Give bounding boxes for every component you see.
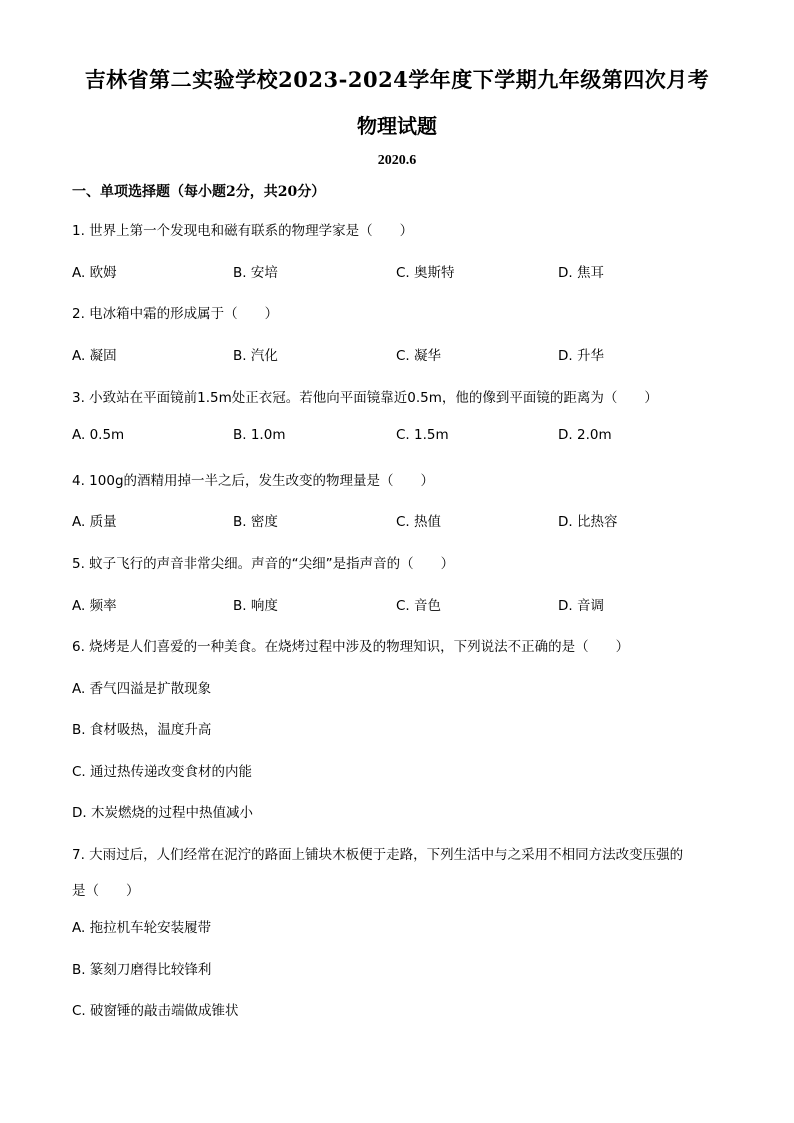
option-b: B. 密度 xyxy=(233,514,278,530)
option-a: A. 质量 xyxy=(72,514,117,530)
option-d: D. 比热容 xyxy=(558,514,618,530)
option-a: A. 凝固 xyxy=(72,348,117,364)
option-d: D. 焦耳 xyxy=(558,265,604,281)
question-stem-continued: 是（ ） xyxy=(72,883,140,899)
question-stem: 7. 大雨过后，人们经常在泥泞的路面上铺块木板便于走路，下列生活中与之采用不相同方法改变压强的 xyxy=(72,847,684,863)
question-stem: 6. 烧烤是人们喜爱的一种美食。在烧烤过程中涉及的物理知识，下列说法不正确的是（ ） xyxy=(72,639,630,655)
option-b: B. 1.0m xyxy=(233,427,286,443)
option-d: D. 2.0m xyxy=(558,427,612,443)
option-c: C. 凝华 xyxy=(396,348,442,364)
option-b: B. 食材吸热，温度升高 xyxy=(72,722,212,738)
option-b: B. 汽化 xyxy=(233,348,278,364)
option-a: A. 欧姆 xyxy=(72,265,117,281)
option-a: A. 频率 xyxy=(72,598,117,614)
exam-subtitle: 物理试题 xyxy=(357,114,437,138)
question-stem: 3. 小致站在平面镜前1.5m处正衣冠。若他向平面镜靠近0.5m，他的像到平面镜的距离为（ ） xyxy=(72,390,658,406)
option-c: C. 通过热传递改变食材的内能 xyxy=(72,764,253,780)
option-d: D. 木炭燃烧的过程中热值减小 xyxy=(72,805,253,821)
option-b: B. 响度 xyxy=(233,598,278,614)
question-stem: 4. 100g的酒精用掉一半之后，发生改变的物理量是（ ） xyxy=(72,473,435,489)
option-a: A. 0.5m xyxy=(72,427,125,443)
question-stem: 5. 蚊子飞行的声音非常尖细。声音的“尖细”是指声音的（ ） xyxy=(72,556,455,572)
exam-date: 2020.6 xyxy=(377,153,417,168)
option-c: C. 音色 xyxy=(396,598,442,614)
option-a: A. 拖拉机车轮安装履带 xyxy=(72,920,212,936)
exam-title: 吉林省第二实验学校2023-2024学年度下学期九年级第四次月考 xyxy=(84,67,710,92)
option-c: C. 热值 xyxy=(396,514,442,530)
option-d: D. 升华 xyxy=(558,348,604,364)
option-c: C. 奥斯特 xyxy=(396,265,455,281)
question-stem: 1. 世界上第一个发现电和磁有联系的物理学家是（ ） xyxy=(72,223,414,239)
option-b: B. 篆刻刀磨得比较锋利 xyxy=(72,962,212,978)
question-stem: 2. 电冰箱中霜的形成属于（ ） xyxy=(72,306,279,322)
option-a: A. 香气四溢是扩散现象 xyxy=(72,681,212,697)
option-c: C. 1.5m xyxy=(396,427,449,443)
option-d: D. 音调 xyxy=(558,598,604,614)
section-heading: 一、单项选择题（每小题2分，共20分） xyxy=(72,184,326,200)
option-b: B. 安培 xyxy=(233,265,278,281)
option-c: C. 破窗锤的敲击端做成锥状 xyxy=(72,1003,239,1019)
